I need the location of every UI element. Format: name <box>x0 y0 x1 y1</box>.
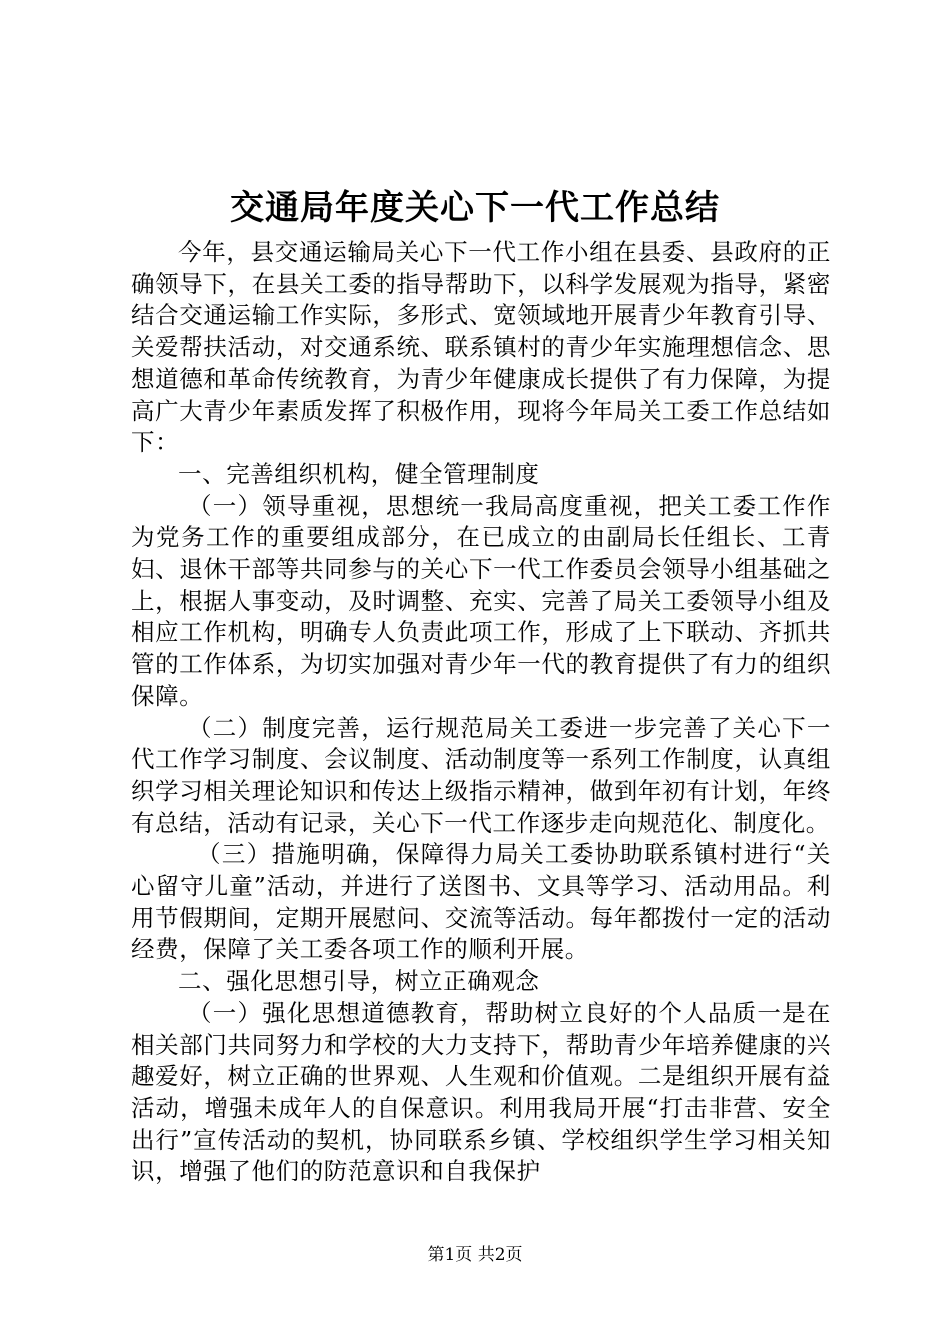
paragraph-1-2: （二）制度完善，运行规范局关工委进一步完善了关心下一代工作学习制度、会议制度、活动制度等一系列工作制度，认真组织学习相关理论知识和传达上级指示精神，做到年初有计划，年终有总结，活动有记录，关心下一代工作逐步走向规范化、制度化。 <box>131 713 831 837</box>
document-body <box>131 237 831 1188</box>
document-title: 交通局年度关心下一代工作总结 <box>230 188 720 228</box>
section-heading-1: 一、完善组织机构，健全管理制度 <box>178 459 540 488</box>
section-heading-2: 二、强化思想引导，树立正确观念 <box>178 967 540 996</box>
paragraph-intro: 今年，县交通运输局关心下一代工作小组在县委、县政府的正确领导下，在县关工委的指导帮助下，以科学发展观为指导，紧密结合交通运输工作实际，多形式、宽领域地开展青少年教育引导、关爱帮扶活动，对交通系统、联系镇村的青少年实施理想信念、思想道德和革命传统教育，为青少年健康成长提供了有力保障，为提高广大青少年素质发挥了积极作用，现将今年局关工委工作总结如下： <box>131 238 831 457</box>
page-number-footer: 第1页 共2页 <box>427 1245 523 1265</box>
paragraph-1-1: （一）领导重视，思想统一我局高度重视，把关工委工作作为党务工作的重要组成部分，在已成立的由副局长任组长、工青妇、退休干部等共同参与的关心下一代工作委员会领导小组基础之上，根据人事变动，及时调整、充实、完善了局关工委领导小组及相应工作机构，明确专人负责此项工作，形成了上下联动、齐抓共管的工作体系，为切实加强对青少年一代的教育提供了有力的组织保障。 <box>131 491 831 710</box>
paragraph-1-3: （三）措施明确，保障得力局关工委协助联系镇村进行“关心留守儿童”活动，并进行了送图书、文具等学习、活动用品。利用节假期间，定期开展慰问、交流等活动。每年都拨付一定的活动经费，保障了关工委各项工作的顺利开展。 <box>131 840 831 964</box>
paragraph-2-1: （一）强化思想道德教育，帮助树立良好的个人品质一是在相关部门共同努力和学校的大力支持下，帮助青少年培养健康的兴趣爱好，树立正确的世界观、人生观和价值观。二是组织开展有益活动，增强未成年人的自保意识。利用我局开展“打击非营、安全出行”宣传活动的契机，协同联系乡镇、学校组织学生学习相关知识，增强了他们的防范意识和自我保护 <box>131 998 831 1186</box>
